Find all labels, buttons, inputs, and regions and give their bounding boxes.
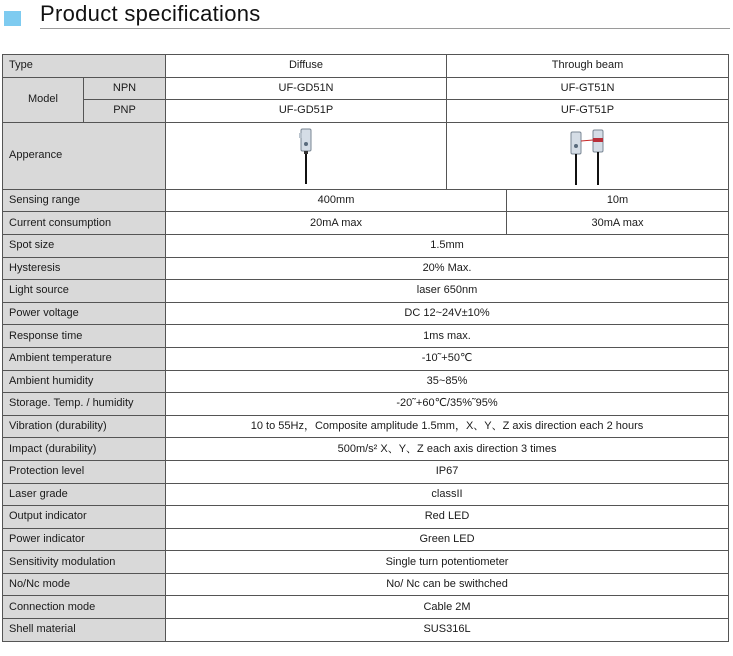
spec-label: Shell material [3, 619, 166, 642]
spec-row [3, 528, 729, 551]
npn-diffuse-model: UF-GD51N [166, 77, 447, 100]
spec-row [3, 460, 729, 483]
spec-value: SUS316L [166, 619, 729, 642]
model-npn-row [3, 77, 729, 100]
pnp-through-model: UF-GT51P [447, 100, 729, 123]
spec-row [3, 438, 729, 461]
pnp-diffuse-model: UF-GD51P [166, 100, 447, 123]
sensing-range-diffuse: 400mm [166, 189, 507, 212]
spec-label: Ambient temperature [3, 347, 166, 370]
spec-row [3, 393, 729, 416]
spec-value: laser 650nm [166, 280, 729, 303]
spec-label: Vibration (durability) [3, 415, 166, 438]
spec-row [3, 302, 729, 325]
page-header [0, 0, 733, 30]
spec-label: Light source [3, 280, 166, 303]
spec-row [3, 370, 729, 393]
spec-label: Ambient humidity [3, 370, 166, 393]
spec-value: 1ms max. [166, 325, 729, 348]
spec-value: 10 to 55Hz，Composite amplitude 1.5mm，X、Y、Z axis direction each 2 hours [166, 415, 729, 438]
spec-row [3, 619, 729, 642]
spec-label: Protection level [3, 460, 166, 483]
spec-value: No/ Nc can be swithched [166, 573, 729, 596]
model-label: Model [3, 77, 84, 122]
spec-value: Red LED [166, 506, 729, 529]
spec-label: Sensitivity modulation [3, 551, 166, 574]
spec-row [3, 596, 729, 619]
current-consumption-diffuse: 20mA max [166, 212, 507, 235]
type-row [3, 55, 729, 78]
spec-label: Hysteresis [3, 257, 166, 280]
header-rule [40, 28, 730, 29]
spec-row [3, 347, 729, 370]
current-consumption-label: Current consumption [3, 212, 166, 235]
spec-table [2, 54, 729, 642]
pnp-label: PNP [84, 100, 166, 123]
spec-label: No/Nc mode [3, 573, 166, 596]
spec-value: 500m/s² X、Y、Z each axis direction 3 times [166, 438, 729, 461]
npn-through-model: UF-GT51N [447, 77, 729, 100]
diffuse-appearance [166, 122, 447, 189]
spec-value: 1.5mm [166, 234, 729, 257]
spec-label: Power indicator [3, 528, 166, 551]
spec-value: Green LED [166, 528, 729, 551]
spec-label: Connection mode [3, 596, 166, 619]
spec-label: Impact (durability) [3, 438, 166, 461]
current-consumption-through: 30mA max [507, 212, 729, 235]
spec-row [3, 415, 729, 438]
spec-label: Laser grade [3, 483, 166, 506]
spec-row [3, 257, 729, 280]
spec-row [3, 325, 729, 348]
spec-row [3, 280, 729, 303]
spec-value: 35~85% [166, 370, 729, 393]
spec-value: DC 12~24V±10% [166, 302, 729, 325]
sensing-range-label: Sensing range [3, 189, 166, 212]
spec-value: Single turn potentiometer [166, 551, 729, 574]
spec-value: IP67 [166, 460, 729, 483]
spec-value: 20% Max. [166, 257, 729, 280]
model-pnp-row [3, 100, 729, 123]
spec-label: Spot size [3, 234, 166, 257]
npn-label: NPN [84, 77, 166, 100]
spec-row [3, 234, 729, 257]
through-beam-appearance [447, 122, 729, 189]
through-beam-sensor-image [563, 126, 613, 186]
spec-label: Storage. Temp. / humidity [3, 393, 166, 416]
spec-value: Cable 2M [166, 596, 729, 619]
diffuse-header: Diffuse [166, 55, 447, 78]
current-consumption-row [3, 212, 729, 235]
spec-row [3, 551, 729, 574]
spec-value: -20˜+60℃/35%˜95% [166, 393, 729, 416]
page-title: Product specifications [40, 1, 261, 26]
section-marker [4, 11, 21, 26]
spec-row [3, 506, 729, 529]
spec-label: Response time [3, 325, 166, 348]
sensing-range-row [3, 189, 729, 212]
spec-label: Power voltage [3, 302, 166, 325]
spec-value: -10˜+50℃ [166, 347, 729, 370]
sensing-range-through: 10m [507, 189, 729, 212]
diffuse-sensor-image [294, 127, 318, 185]
appearance-label: Apperance [3, 122, 166, 189]
spec-label: Output indicator [3, 506, 166, 529]
appearance-row [3, 122, 729, 189]
spec-row [3, 483, 729, 506]
spec-value: classII [166, 483, 729, 506]
spec-row [3, 573, 729, 596]
through-beam-header: Through beam [447, 55, 729, 78]
type-label: Type [3, 55, 166, 78]
